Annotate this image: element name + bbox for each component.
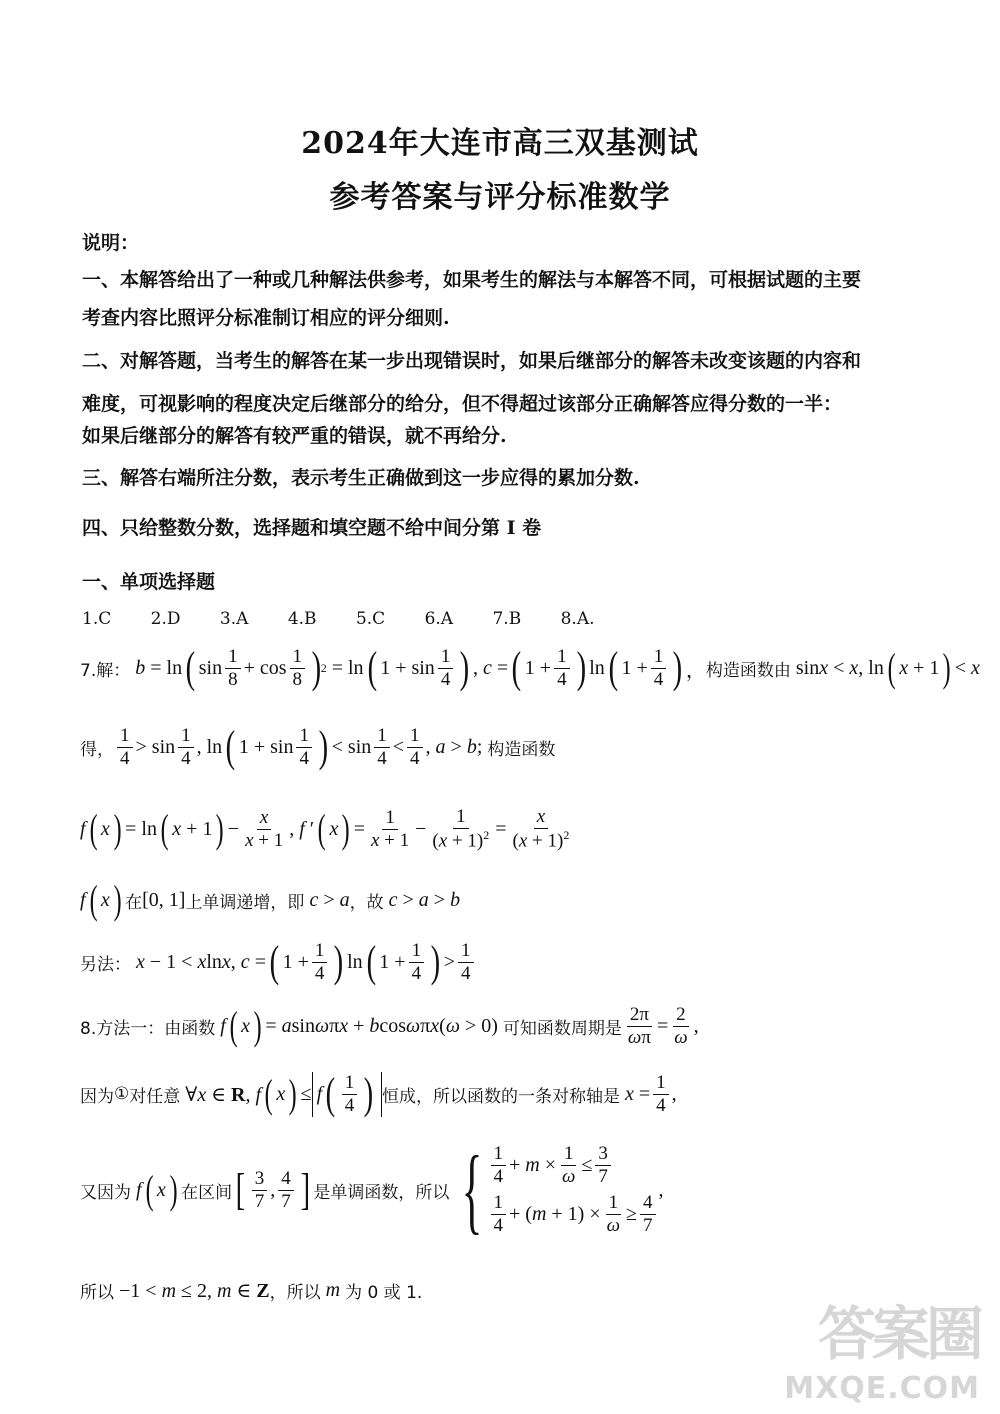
q7-construct: 构造函数由 [705, 660, 791, 681]
note-4: 四、只给整数分数，选择题和填空题不给中间分第 I 卷 [82, 517, 542, 539]
q7-construct-2: 构造函数 [487, 739, 556, 760]
q7-alt: 另法： [80, 954, 131, 975]
q8-line-1: 8.方法一：由函数 f ( x ) = asinωπx + bcosωπx(ω > 0) 可知函数周期是 $\frac{2\pi}{\omega\pi}$ = $\frac{2}{\omega}$ , [80, 1003, 699, 1049]
q7-line-2: 得， $\frac{1}{4}$ > sin $\frac{1}{4}$ , ln ( 1 + sin $\frac{1}{4}$ ) < sin $\frac{1}{4}$ < $\frac{1}{4}$ , a > b; 构造函数 [80, 722, 556, 772]
page-subtitle: 参考答案与评分标准数学 [329, 180, 671, 215]
q7-hence: ，故 [349, 892, 384, 913]
q8-period: 可知函数周期是 [502, 1018, 622, 1039]
note-1a: 一、本解答给出了一种或几种解法供参考，如果考生的解法与本解答不同，可根据试题的主要 [82, 269, 862, 291]
notes-heading: 说明： [82, 232, 140, 254]
answer-item: 5.C [355, 609, 386, 629]
q7-mono-pre: 在 [125, 892, 143, 913]
q7-line-5: 另法： x − 1 < xlnx, c = ( 1 + $\frac{1}{4}$ ) ln ( 1 + $\frac{1}{4}$ ) > $\frac{1}{4}$ [80, 940, 477, 985]
q8-because: 因为 [80, 1086, 114, 1107]
q8-so2: ，所以 [269, 1283, 321, 1303]
q7-line-1: 7.解： b = ln ( sin $\frac{1}{8}$ + cos $\frac{1}{8}$ ) 2 = ln ( 1 + sin $\frac{1}{4}$ ) , c = ( 1 + $\frac{1}{4}$ ) ln ( 1 + $\frac{1}{4}$ ) ， 构造函数由 sinx < x, ln ( x + 1 ) < x [80, 643, 980, 693]
q7-label: 7.解： [80, 660, 131, 681]
watermark-url: MXQE.COM [784, 1371, 980, 1406]
answer-item: 4.B [287, 609, 317, 629]
answer-item: 6.A [424, 609, 454, 629]
note-1b: 考查内容比照评分标准制订相应的评分细则. [82, 307, 450, 329]
q8-so: 所以 [80, 1283, 114, 1303]
q7-de: 得， [80, 739, 114, 760]
q8-also: 又因为 [80, 1182, 131, 1203]
answer-item: 2.D [150, 609, 181, 629]
note-3: 三、解答右端所注分数，表示考生正确做到这一步应得的累加分数. [82, 467, 640, 489]
watermark-logo: 答案圈 [817, 1300, 980, 1368]
circled-one: ① [114, 1084, 130, 1105]
answer-item: 1.C [82, 609, 112, 629]
q8-label: 8.方法一：由函数 [80, 1018, 216, 1039]
note-2b: 难度，可视影响的程度决定后继部分的给分，但不得超过该部分正确解答应得分数的一半： [82, 393, 843, 415]
q8-result: 为 0 或 1. [345, 1283, 423, 1303]
answer-item: 3.A [219, 609, 249, 629]
note-2a: 二、对解答题，当考生的解答在某一步出现错误时，如果后继部分的解答未改变该题的内容和 [82, 350, 862, 372]
q8-interval: 在区间 [181, 1182, 233, 1203]
page-title: 2024年大连市高三双基测试 [301, 126, 699, 161]
q8-line-2: 因为 ① 对任意 ∀x ∈ R, f ( x ) ≤ f ( $\frac{1}{4}$ ) 恒成，所以函数的一条对称轴是 x = $\frac{1}{4}$ , [80, 1069, 677, 1119]
answer-list [82, 609, 629, 629]
q7-line-3: f ( x ) = ln ( x + 1 ) − $\frac{x}{x + 1}$ , f ′ ( x ) = $\frac{1}{x + 1}$ − $\frac{1}{(x + 1)^2}$ = $\frac{x}{(x + 1)^2}$ [80, 806, 570, 852]
inequality-system: $\frac{1}{4}$ + m × $\frac{1}{\omega}$ ≤ $\frac{3}{7}$ $\frac{1}{4}$ + (m + 1) × $\frac{1}{\omega}$ ≥ $\frac{4}{7}$ [488, 1143, 659, 1236]
q8-hold: 恒成，所以函数的一条对称轴是 [381, 1086, 620, 1107]
q8-line-4: 所以 −1 < m ≤ 2, m ∈ Z ，所以 m 为 0 或 1. [80, 1279, 423, 1303]
answer-item: 8.A. [560, 609, 595, 629]
section-heading: 一、单项选择题 [82, 571, 216, 593]
q8-forall: 对任意 [129, 1086, 181, 1107]
q8-line-3: 又因为 f ( x ) 在区间 [ $\frac{3}{7}$ , $\frac{4}{7}$ ] 是单调函数，所以 { $\frac{1}{4}$ + m × $\frac{1}{\omega}$ ≤ $\frac{3}{7}$ $\frac{1}{4}$ + (m + 1) × $\frac{1}{\omega}$ ≥ $\frac{4}{7}$ , [80, 1136, 664, 1243]
q8-mono: 是单调函数，所以 [313, 1182, 450, 1203]
watermark [784, 1287, 980, 1406]
q7-line-4: f ( x ) 在 [0, 1] 上单调递增，即 c > a ，故 c > a > b [80, 877, 461, 922]
answer-item: 7.B [492, 609, 522, 629]
note-2c: 如果后继部分的解答有较严重的错误，就不再给分. [82, 425, 507, 447]
q7-mono: 上单调递增，即 [185, 892, 305, 913]
